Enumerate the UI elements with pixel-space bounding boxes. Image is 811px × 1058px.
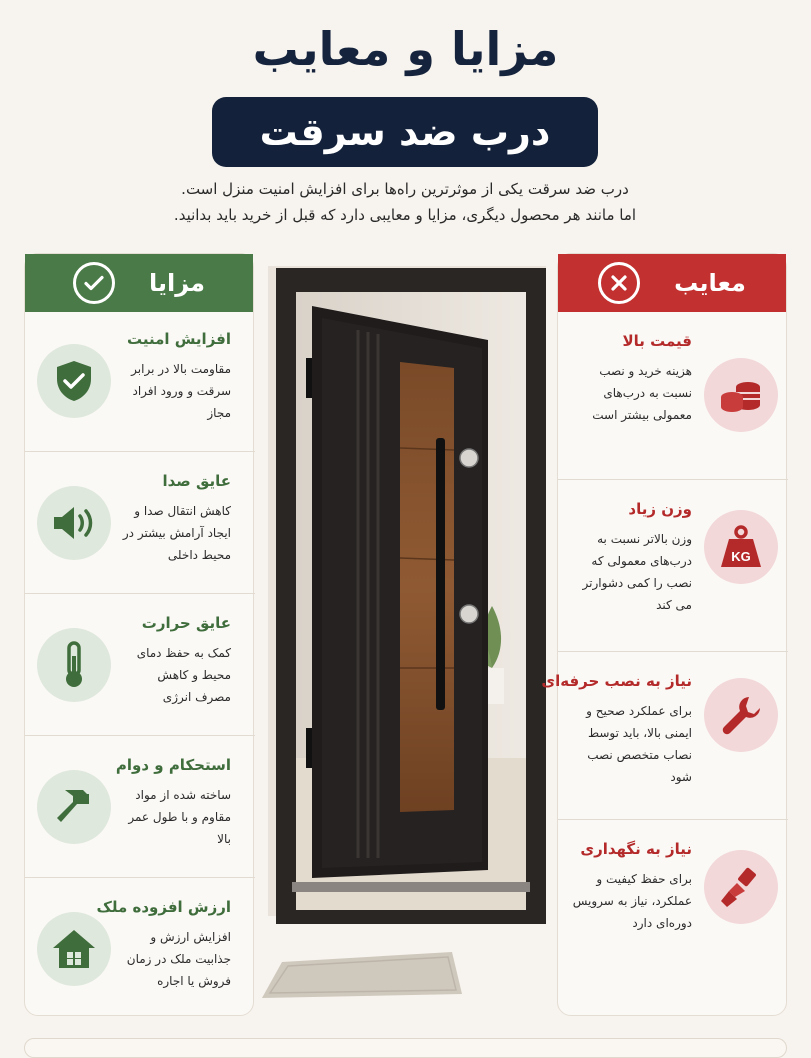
pros-item-desc: افزایش ارزش و جذابیت ملک در زمان فروش یا اجاره <box>126 930 231 988</box>
door-illustration <box>262 258 552 1028</box>
pros-item-desc: کاهش انتقال صدا و ایجاد آرامش بیشتر در محیط داخلی <box>122 504 231 562</box>
page-subtitle: درب ضد سرقت <box>212 97 598 167</box>
pros-item-thermal <box>25 596 255 736</box>
pros-header <box>25 254 253 312</box>
thermometer-icon <box>37 628 111 702</box>
cons-heading: معایب <box>674 269 746 297</box>
cons-item-maintenance <box>558 820 788 1016</box>
paint-brush-icon <box>704 850 778 924</box>
weight-icon-label: KG <box>731 549 751 564</box>
cons-panel <box>541 253 787 1016</box>
hammer-icon <box>37 770 111 844</box>
cons-item-title: نیاز به نگهداری <box>580 840 692 858</box>
cons-item-desc: برای عملکرد صحیح و ایمنی بالا، باید توسط نصاب متخصص نصب شود <box>586 704 692 784</box>
pros-item-title: ارزش افزوده ملک <box>96 898 231 916</box>
cons-item-title: نیاز به نصب حرفه‌ای <box>541 672 692 690</box>
intro-line-1: درب ضد سرقت یکی از موثرترین راه‌ها برای افزایش امنیت منزل است. <box>181 180 629 198</box>
pros-heading: مزایا <box>148 269 206 297</box>
pros-item-security <box>25 312 255 452</box>
pros-item-value <box>25 880 255 1020</box>
cons-item-desc: هزینه خرید و نصب نسبت به درب‌های معمولی بیشتر است <box>592 364 692 422</box>
intro-text <box>120 176 690 228</box>
cons-item-weight <box>558 480 788 652</box>
house-icon <box>37 912 111 986</box>
weight-icon <box>704 510 778 584</box>
pros-item-sound <box>25 454 255 594</box>
cons-item-price <box>558 312 788 480</box>
pros-item-desc: مقاومت بالا در برابر سرقت و ورود افراد مجاز <box>131 362 231 420</box>
pros-item-title: عایق حرارت <box>141 614 231 632</box>
close-icon <box>598 262 640 304</box>
pros-item-desc: ساخته شده از مواد مقاوم و با طول عمر بالا <box>128 788 231 846</box>
pros-item-title: افزایش امنیت <box>126 330 231 348</box>
cons-item-title: وزن زیاد <box>628 500 692 518</box>
coins-icon <box>704 358 778 432</box>
pros-panel <box>24 253 254 1016</box>
speaker-icon <box>37 486 111 560</box>
pros-item-desc: کمک به حفظ دمای محیط و کاهش مصرف انرژی <box>136 646 231 704</box>
shield-check-icon <box>37 344 111 418</box>
cons-item-desc: وزن بالاتر نسبت به درب‌های معمولی که نصب را کمی دشوارتر می کند <box>582 532 692 612</box>
pros-item-title: استحکام و دوام <box>115 756 231 774</box>
check-icon <box>73 262 115 304</box>
bottom-strip <box>24 1038 787 1058</box>
page-title: مزایا و معایب <box>252 22 559 76</box>
cons-item-installation <box>541 652 788 820</box>
cons-item-title: قیمت بالا <box>622 332 692 350</box>
wrench-icon <box>704 678 778 752</box>
cons-header <box>558 254 786 312</box>
intro-line-2: اما مانند هر محصول دیگری، مزایا و معایبی دارد که قبل از خرید باید بدانید. <box>173 206 637 224</box>
cons-item-desc: برای حفظ کیفیت و عملکرد، نیاز به سرویس دوره‌ای دارد <box>572 872 692 930</box>
pros-item-durability <box>25 738 255 878</box>
pros-item-title: عایق صدا <box>162 472 231 490</box>
